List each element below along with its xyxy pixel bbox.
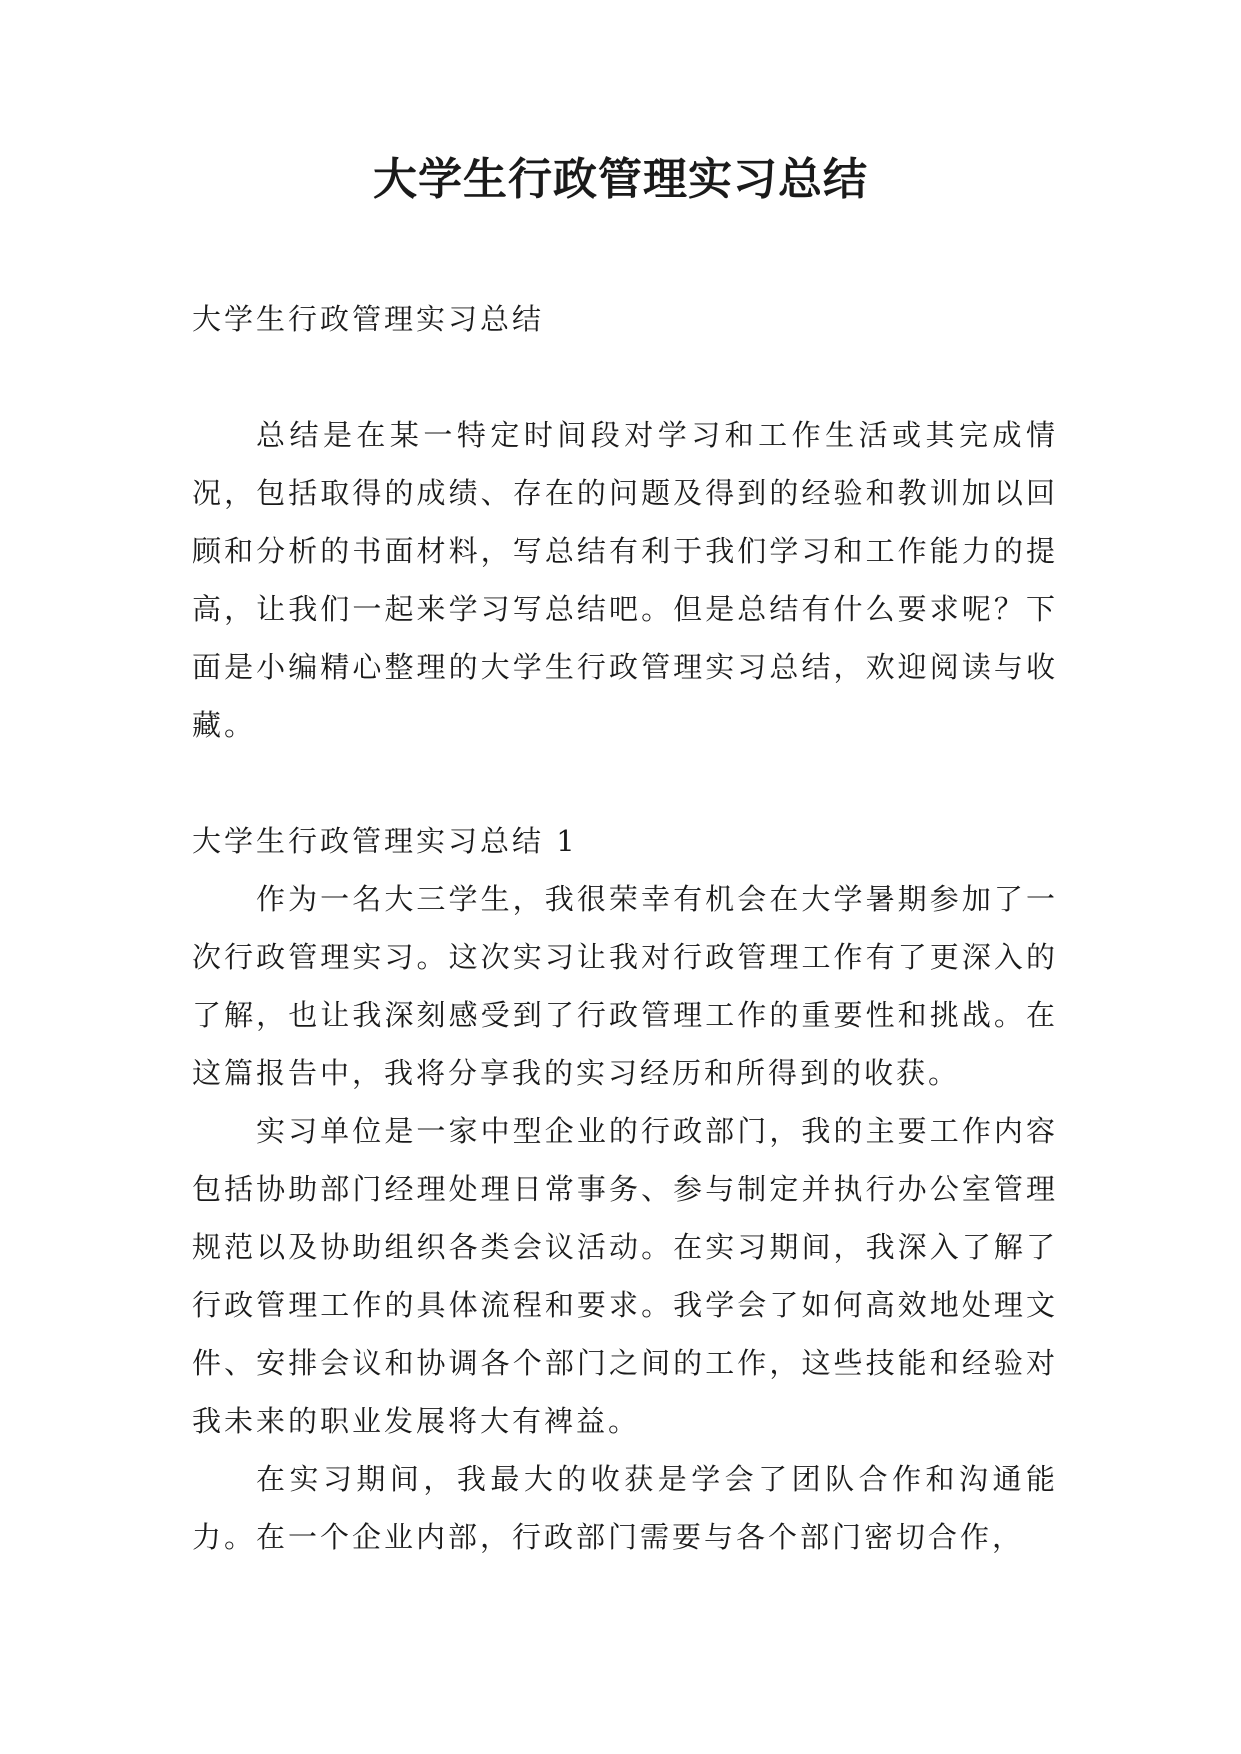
intro-paragraph: 总结是在某一特定时间段对学习和工作生活或其完成情况，包括取得的成绩、存在的问题及得到的经验和教训加以回顾和分析的书面材料，写总结有利于我们学习和工作能力的提高，让我们一起来学习写总结吧。但是总结有什么要求呢？下面是小编精心整理的大学生行政管理实习总结，欢迎阅读与收藏。	[192, 418, 1058, 742]
body-paragraph-1: 作为一名大三学生，我很荣幸有机会在大学暑期参加了一次行政管理实习。这次实习让我对行政管理工作有了更深入的了解，也让我深刻感受到了行政管理工作的重要性和挑战。在这篇报告中，我将分享我的实习经历和所得到的收获。	[192, 882, 1058, 1090]
section-heading: 大学生行政管理实习总结 1	[192, 824, 578, 858]
document-title: 大学生行政管理实习总结	[373, 154, 868, 205]
body-paragraph-3: 在实习期间，我最大的收获是学会了团队合作和沟通能力。在一个企业内部，行政部门需要与各个部门密切合作，	[192, 1462, 1058, 1554]
document-subtitle: 大学生行政管理实习总结	[192, 302, 545, 336]
body-paragraph-2: 实习单位是一家中型企业的行政部门，我的主要工作内容包括协助部门经理处理日常事务、参与制定并执行办公室管理规范以及协助组织各类会议活动。在实习期间，我深入了解了行政管理工作的具体流程和要求。我学会了如何高效地处理文件、安排会议和协调各个部门之间的工作，这些技能和经验对我未来的职业发展将大有裨益。	[192, 1114, 1058, 1438]
document-body	[192, 290, 1058, 1566]
